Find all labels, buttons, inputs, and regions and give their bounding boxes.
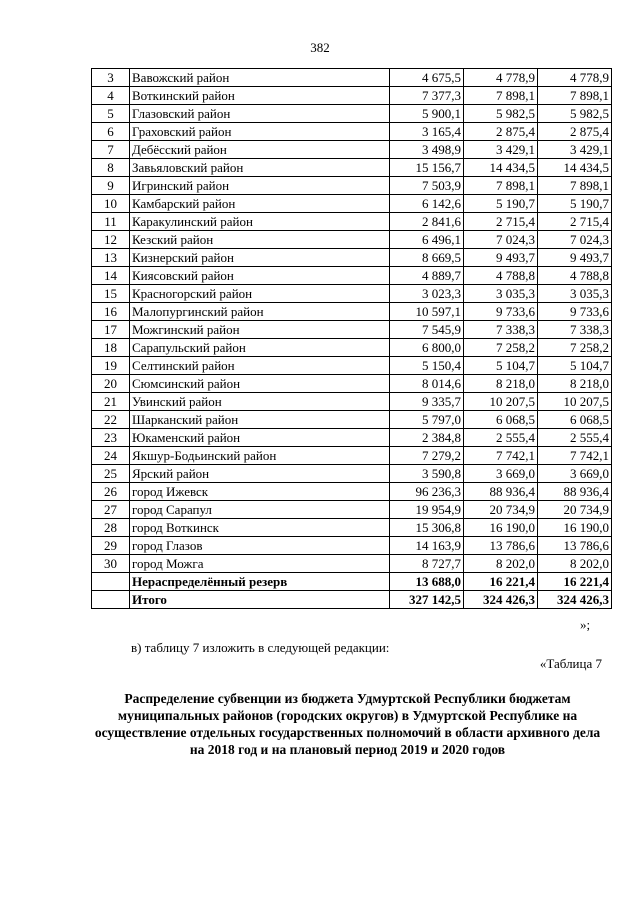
value-2018-cell: 3 590,8 [390, 465, 464, 483]
value-2018-cell: 96 236,3 [390, 483, 464, 501]
district-name-cell: Шарканский район [130, 411, 390, 429]
row-number-cell: 17 [92, 321, 130, 339]
value-2019-cell: 5 104,7 [464, 357, 538, 375]
value-2019-cell: 4 778,9 [464, 69, 538, 87]
instruction-text: в) таблицу 7 изложить в следующей редакции: [131, 640, 390, 655]
row-number-cell: 26 [92, 483, 130, 501]
value-2019-cell: 20 734,9 [464, 501, 538, 519]
value-2020-cell: 7 024,3 [538, 231, 612, 249]
value-2018-cell: 2 384,8 [390, 429, 464, 447]
value-2019-cell: 7 024,3 [464, 231, 538, 249]
value-2019-cell: 7 258,2 [464, 339, 538, 357]
district-name-cell: Юкаменский район [130, 429, 390, 447]
table-row [92, 357, 612, 375]
subvention-table [91, 68, 612, 609]
district-name-cell: Якшур-Бодьинский район [130, 447, 390, 465]
value-2020-cell: 5 982,5 [538, 105, 612, 123]
district-name-cell: Дебёсский район [130, 141, 390, 159]
table-row [92, 249, 612, 267]
district-name-cell: Игринский район [130, 177, 390, 195]
table-row [92, 375, 612, 393]
value-2020-cell: 2 715,4 [538, 213, 612, 231]
value-2019-cell: 16 221,4 [464, 573, 538, 591]
table-row [92, 465, 612, 483]
row-number-cell: 8 [92, 159, 130, 177]
value-2018-cell: 3 498,9 [390, 141, 464, 159]
value-2020-cell: 8 202,0 [538, 555, 612, 573]
value-2018-cell: 327 142,5 [390, 591, 464, 609]
table-row [92, 573, 612, 591]
district-name-cell: город Воткинск [130, 519, 390, 537]
row-number-cell: 15 [92, 285, 130, 303]
value-2019-cell: 7 742,1 [464, 447, 538, 465]
district-name-cell: город Ижевск [130, 483, 390, 501]
district-name-cell: Итого [130, 591, 390, 609]
value-2019-cell: 7 898,1 [464, 177, 538, 195]
value-2020-cell: 4 788,8 [538, 267, 612, 285]
row-number-cell: 13 [92, 249, 130, 267]
value-2020-cell: 5 190,7 [538, 195, 612, 213]
value-2018-cell: 8 727,7 [390, 555, 464, 573]
district-name-cell: Селтинский район [130, 357, 390, 375]
value-2018-cell: 19 954,9 [390, 501, 464, 519]
row-number-cell: 30 [92, 555, 130, 573]
value-2019-cell: 2 555,4 [464, 429, 538, 447]
value-2018-cell: 3 165,4 [390, 123, 464, 141]
table-row [92, 537, 612, 555]
table-row [92, 555, 612, 573]
value-2018-cell: 10 597,1 [390, 303, 464, 321]
value-2020-cell: 14 434,5 [538, 159, 612, 177]
value-2019-cell: 5 190,7 [464, 195, 538, 213]
value-2020-cell: 7 338,3 [538, 321, 612, 339]
value-2018-cell: 4 675,5 [390, 69, 464, 87]
row-number-cell: 12 [92, 231, 130, 249]
value-2019-cell: 5 982,5 [464, 105, 538, 123]
value-2020-cell: 5 104,7 [538, 357, 612, 375]
district-name-cell: город Глазов [130, 537, 390, 555]
row-number-cell: 23 [92, 429, 130, 447]
row-number-cell: 25 [92, 465, 130, 483]
value-2020-cell: 16 190,0 [538, 519, 612, 537]
value-2019-cell: 14 434,5 [464, 159, 538, 177]
district-name-cell: Сюмсинский район [130, 375, 390, 393]
table-row [92, 213, 612, 231]
row-number-cell: 6 [92, 123, 130, 141]
district-name-cell: Киясовский район [130, 267, 390, 285]
district-name-cell: Глазовский район [130, 105, 390, 123]
row-number-cell: 11 [92, 213, 130, 231]
table-row [92, 519, 612, 537]
row-number-cell: 4 [92, 87, 130, 105]
district-name-cell: Увинский район [130, 393, 390, 411]
table-row [92, 123, 612, 141]
value-2019-cell: 3 669,0 [464, 465, 538, 483]
value-2019-cell: 2 715,4 [464, 213, 538, 231]
district-name-cell: Завьяловский район [130, 159, 390, 177]
value-2020-cell: 9 733,6 [538, 303, 612, 321]
value-2019-cell: 3 429,1 [464, 141, 538, 159]
row-number-cell: 24 [92, 447, 130, 465]
value-2019-cell: 6 068,5 [464, 411, 538, 429]
value-2019-cell: 4 788,8 [464, 267, 538, 285]
district-name-cell: Красногорский район [130, 285, 390, 303]
value-2020-cell: 9 493,7 [538, 249, 612, 267]
district-name-cell: Каракулинский район [130, 213, 390, 231]
value-2018-cell: 3 023,3 [390, 285, 464, 303]
value-2020-cell: 3 429,1 [538, 141, 612, 159]
value-2019-cell: 2 875,4 [464, 123, 538, 141]
table-row [92, 429, 612, 447]
value-2018-cell: 9 335,7 [390, 393, 464, 411]
row-number-cell: 16 [92, 303, 130, 321]
value-2019-cell: 8 202,0 [464, 555, 538, 573]
value-2018-cell: 6 496,1 [390, 231, 464, 249]
table-row [92, 339, 612, 357]
table-row [92, 483, 612, 501]
value-2018-cell: 7 545,9 [390, 321, 464, 339]
value-2018-cell: 15 156,7 [390, 159, 464, 177]
value-2019-cell: 8 218,0 [464, 375, 538, 393]
value-2018-cell: 7 279,2 [390, 447, 464, 465]
table-row [92, 195, 612, 213]
row-number-cell: 22 [92, 411, 130, 429]
row-number-cell: 3 [92, 69, 130, 87]
table-row [92, 501, 612, 519]
table-row [92, 393, 612, 411]
value-2020-cell: 4 778,9 [538, 69, 612, 87]
district-name-cell: Нераспределённый резерв [130, 573, 390, 591]
table-row [92, 267, 612, 285]
value-2018-cell: 14 163,9 [390, 537, 464, 555]
value-2020-cell: 13 786,6 [538, 537, 612, 555]
value-2020-cell: 324 426,3 [538, 591, 612, 609]
value-2018-cell: 13 688,0 [390, 573, 464, 591]
closing-quote-mark: »; [580, 617, 591, 632]
table-body [92, 69, 612, 609]
value-2020-cell: 10 207,5 [538, 393, 612, 411]
value-2020-cell: 3 669,0 [538, 465, 612, 483]
value-2020-cell: 8 218,0 [538, 375, 612, 393]
value-2018-cell: 5 797,0 [390, 411, 464, 429]
value-2020-cell: 6 068,5 [538, 411, 612, 429]
table-row [92, 177, 612, 195]
value-2019-cell: 9 493,7 [464, 249, 538, 267]
value-2020-cell: 16 221,4 [538, 573, 612, 591]
row-number-cell: 18 [92, 339, 130, 357]
district-name-cell: Малопургинский район [130, 303, 390, 321]
value-2019-cell: 7 338,3 [464, 321, 538, 339]
table-row [92, 411, 612, 429]
district-name-cell: Кезский район [130, 231, 390, 249]
table-row [92, 447, 612, 465]
row-number-cell [92, 573, 130, 591]
district-name-cell: Кизнерский район [130, 249, 390, 267]
value-2018-cell: 5 900,1 [390, 105, 464, 123]
value-2018-cell: 5 150,4 [390, 357, 464, 375]
district-name-cell: город Можга [130, 555, 390, 573]
table-heading: Распределение субвенции из бюджета Удмуртской Республики бюджетам муниципальных районов (городских округов) в Удмуртской Республике на осуществление отдельных государственных полномочий в области архивного дела на 2018 год и на плановый период 2019 и 2020 годов [94, 691, 601, 757]
district-name-cell: Можгинский район [130, 321, 390, 339]
value-2019-cell: 16 190,0 [464, 519, 538, 537]
district-name-cell: Граховский район [130, 123, 390, 141]
table-label: «Таблица 7 [539, 656, 602, 671]
district-name-cell: Сарапульский район [130, 339, 390, 357]
row-number-cell: 29 [92, 537, 130, 555]
value-2019-cell: 13 786,6 [464, 537, 538, 555]
table-row [92, 285, 612, 303]
row-number-cell: 28 [92, 519, 130, 537]
value-2020-cell: 2 875,4 [538, 123, 612, 141]
value-2020-cell: 7 898,1 [538, 177, 612, 195]
row-number-cell: 27 [92, 501, 130, 519]
row-number-cell: 19 [92, 357, 130, 375]
value-2019-cell: 324 426,3 [464, 591, 538, 609]
table-row [92, 321, 612, 339]
value-2020-cell: 88 936,4 [538, 483, 612, 501]
value-2019-cell: 9 733,6 [464, 303, 538, 321]
table-row [92, 159, 612, 177]
value-2018-cell: 2 841,6 [390, 213, 464, 231]
table-row [92, 105, 612, 123]
value-2020-cell: 7 898,1 [538, 87, 612, 105]
row-number-cell: 7 [92, 141, 130, 159]
value-2018-cell: 7 377,3 [390, 87, 464, 105]
district-name-cell: Ярский район [130, 465, 390, 483]
row-number-cell: 14 [92, 267, 130, 285]
row-number-cell: 10 [92, 195, 130, 213]
value-2018-cell: 7 503,9 [390, 177, 464, 195]
page-number: 382 [310, 40, 330, 55]
row-number-cell [92, 591, 130, 609]
value-2020-cell: 7 258,2 [538, 339, 612, 357]
district-name-cell: Камбарский район [130, 195, 390, 213]
value-2019-cell: 3 035,3 [464, 285, 538, 303]
table-row [92, 231, 612, 249]
district-name-cell: Вавожский район [130, 69, 390, 87]
value-2019-cell: 7 898,1 [464, 87, 538, 105]
table-row [92, 69, 612, 87]
value-2020-cell: 3 035,3 [538, 285, 612, 303]
row-number-cell: 5 [92, 105, 130, 123]
district-name-cell: город Сарапул [130, 501, 390, 519]
row-number-cell: 21 [92, 393, 130, 411]
district-name-cell: Воткинский район [130, 87, 390, 105]
value-2018-cell: 6 142,6 [390, 195, 464, 213]
table-row [92, 87, 612, 105]
value-2018-cell: 8 669,5 [390, 249, 464, 267]
value-2019-cell: 10 207,5 [464, 393, 538, 411]
value-2019-cell: 88 936,4 [464, 483, 538, 501]
value-2020-cell: 2 555,4 [538, 429, 612, 447]
row-number-cell: 20 [92, 375, 130, 393]
value-2018-cell: 8 014,6 [390, 375, 464, 393]
value-2018-cell: 6 800,0 [390, 339, 464, 357]
table-row [92, 303, 612, 321]
value-2020-cell: 7 742,1 [538, 447, 612, 465]
table-row [92, 591, 612, 609]
value-2020-cell: 20 734,9 [538, 501, 612, 519]
value-2018-cell: 15 306,8 [390, 519, 464, 537]
value-2018-cell: 4 889,7 [390, 267, 464, 285]
row-number-cell: 9 [92, 177, 130, 195]
table-row [92, 141, 612, 159]
